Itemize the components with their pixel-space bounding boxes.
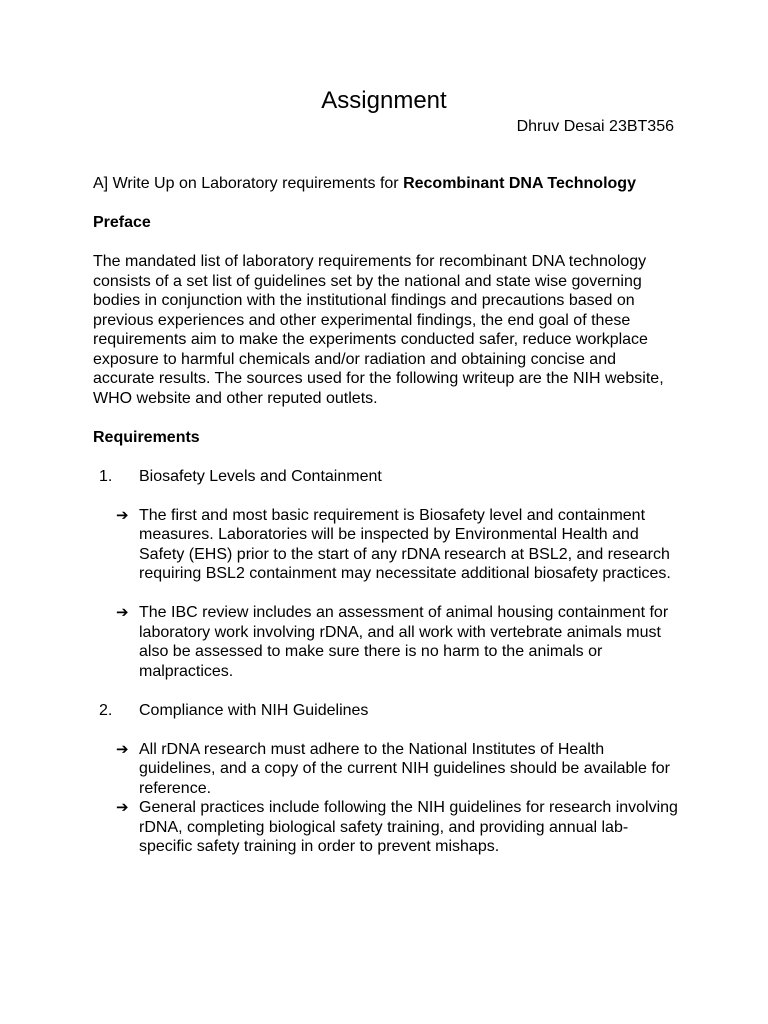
arrow-bullet-icon: ➔ — [116, 505, 129, 524]
document-body — [93, 174, 678, 857]
arrow-bullet-icon: ➔ — [116, 603, 129, 621]
requirement-item-2 — [93, 701, 678, 721]
bullet-text: The IBC review includes an assessment of animal housing containment for laboratory work involving rDNA, and all work with vertebrate animals must also be assessed to make sure there is no harm to the animals or malpractices. — [139, 604, 669, 680]
preface-heading: Preface — [93, 214, 151, 231]
bullet-item — [93, 603, 678, 681]
bullet-text: The first and most basic requirement is Biosafety level and containment measures. Laboratories will be inspected by Environmental Health and Safety (EHS) prior to the start of any rDNA research at BSL2, and research requiring BSL2 containment may necessitate additional biosafety practices. — [139, 506, 671, 582]
bullet-text: General practices include following the NIH guidelines for research involving rDNA, completing biological safety training, and providing annual lab-specific safety training in order to prevent mishaps. — [139, 799, 678, 855]
intro-prefix: A] Write Up on Laboratory requirements for — [93, 175, 404, 192]
arrow-bullet-icon: ➔ — [116, 739, 129, 758]
author-line: Dhruv Desai 23BT356 — [516, 118, 674, 135]
intro-bold-topic: Recombinant DNA Technology — [403, 175, 636, 192]
bullet-item — [93, 506, 678, 584]
requirement-title: Biosafety Levels and Containment — [139, 467, 382, 485]
preface-paragraph: The mandated list of laboratory requirements for recombinant DNA technology consists of a set list of guidelines set by the national and state wise governing bodies in conjunction with the institutional findings and precautions based on previous experiences and other experimental findings, the end goal of these requirements aim to make the experiments conducted safer, reduce workplace exposure to harmful chemicals and/or radiation and obtaining concise and accurate results. The sources used for the following writeup are the NIH website, WHO website and other reputed outlets. — [93, 253, 664, 407]
bullet-text: All rDNA research must adhere to the National Institutes of Health guidelines, and a copy of the current NIH guidelines should be available for reference. — [139, 740, 670, 797]
requirement-item-1 — [93, 467, 678, 487]
arrow-bullet-icon: ➔ — [116, 798, 129, 816]
requirement-number: 2. — [99, 701, 113, 719]
requirement-number: 1. — [99, 467, 113, 485]
bullet-item — [93, 740, 678, 799]
requirement-title: Compliance with NIH Guidelines — [139, 701, 369, 719]
bullet-item — [93, 798, 678, 857]
intro-line — [93, 174, 678, 194]
document-title: Assignment — [321, 87, 447, 114]
requirements-heading: Requirements — [93, 428, 200, 446]
